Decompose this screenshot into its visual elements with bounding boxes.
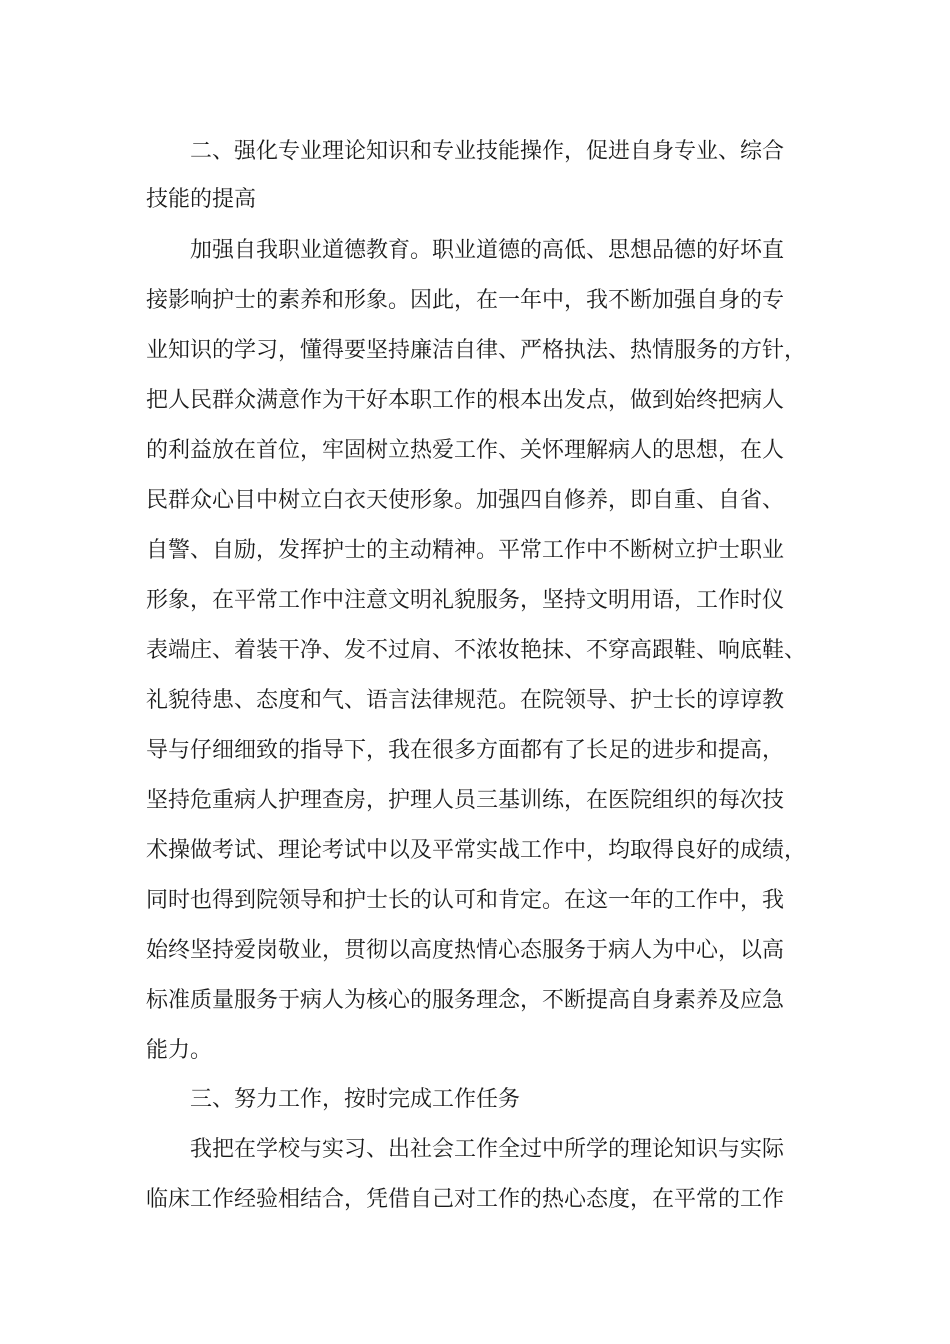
paragraph-line: 临床工作经验相结合，凭借自己对工作的热心态度，在平常的工作 (146, 1187, 785, 1212)
paragraph-line: 表端庄、着装干净、发不过肩、不浓妆艳抹、不穿高跟鞋、响底鞋、 (146, 638, 807, 663)
paragraph-line: 始终坚持爱岗敬业，贯彻以高度热情心态服务于病人为中心，以高 (146, 938, 785, 963)
paragraph-line: 业知识的学习，懂得要坚持廉洁自律、严格执法、热情服务的方针， (146, 338, 807, 363)
paragraph-line: 形象，在平常工作中注意文明礼貌服务，坚持文明用语，工作时仪 (146, 588, 785, 613)
paragraph-line: 同时也得到院领导和护士长的认可和肯定。在这一年的工作中，我 (146, 888, 785, 913)
section-heading-2-cont: 技能的提高 (146, 187, 257, 212)
paragraph-line: 的利益放在首位，牢固树立热爱工作、关怀理解病人的思想，在人 (146, 438, 785, 463)
paragraph-line: 加强自我职业道德教育。职业道德的高低、思想品德的好坏直 (190, 238, 785, 263)
paragraph-line: 导与仔细细致的指导下，我在很多方面都有了长足的进步和提高， (146, 738, 785, 763)
paragraph-line: 术操做考试、理论考试中以及平常实战工作中，均取得良好的成绩， (146, 838, 807, 863)
paragraph-line: 接影响护士的素养和形象。因此，在一年中，我不断加强自身的专 (146, 288, 785, 313)
paragraph-line: 能力。 (146, 1038, 213, 1063)
paragraph-line: 我把在学校与实习、出社会工作全过中所学的理论知识与实际 (190, 1137, 785, 1162)
paragraph-line: 礼貌待患、态度和气、语言法律规范。在院领导、护士长的谆谆教 (146, 688, 785, 713)
paragraph-line: 民群众心目中树立白衣天使形象。加强四自修养，即自重、自省、 (146, 488, 785, 513)
paragraph-line: 把人民群众满意作为干好本职工作的根本出发点，做到始终把病人 (146, 388, 785, 413)
paragraph-line: 坚持危重病人护理查房，护理人员三基训练，在医院组织的每次技 (146, 788, 785, 813)
paragraph-line: 自警、自励，发挥护士的主动精神。平常工作中不断树立护士职业 (146, 538, 785, 563)
section-heading-2: 二、强化专业理论知识和专业技能操作，促进自身专业、综合 (190, 139, 785, 164)
paragraph-line: 标准质量服务于病人为核心的服务理念，不断提高自身素养及应急 (146, 988, 785, 1013)
section-heading-3: 三、努力工作，按时完成工作任务 (190, 1087, 521, 1112)
